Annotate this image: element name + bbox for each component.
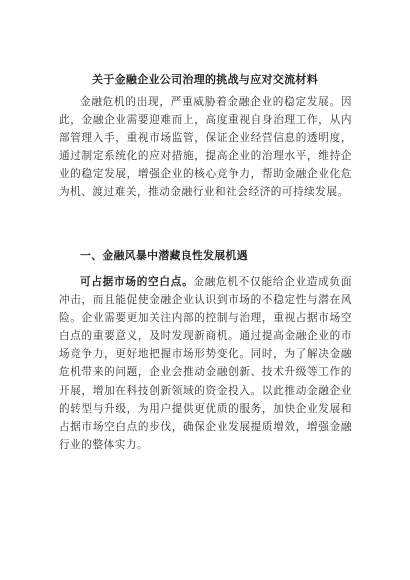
paragraph-body-text: 金融危机不仅能给企业造成负面冲击，而且能促使金融企业认识到市场的不稳定性与潜在风险。企业需要更加关注内部的控制与治理，重视占据市场空白点的重要意义，及时发现新商机。通过提高金融企业的市场竞争力，更好地把握市场形势变化。同时，为了解决金融危机带来的问题，企业会推动金融创新、技术升级等工作的开展，增加在科技创新领域的资金投入。以此推动金融企业的转型与升级，为用户提供更优质的服务，加快企业发展和占据市场空白点的步伐，确保企业发展提质增效，增强金融行业的整体实力。 (59, 276, 353, 451)
section-heading: 一、金融风暴中潜藏良性发展机遇 (80, 249, 248, 262)
intro-paragraph: 金融危机的出现，严重威胁着金融企业的稳定发展。因此，金融企业需要迎难而上，高度重视自身治理工作，从内部管理入手，重视市场监管，保证企业经营信息的透明度，通过制定系统化的应对措施，提高企业的治理水平，维持企业的稳定发展，增强企业的核心竞争力，帮助金融企业化危为机、渡过难关，推动金融行业和社会经济的可持续发展。 (59, 96, 352, 199)
section-paragraph (59, 273, 352, 454)
paragraph-lead-phrase: 可占据市场的空白点。 (80, 276, 194, 288)
document-title: 关于金融企业公司治理的挑战与应对交流材料 (92, 73, 318, 86)
